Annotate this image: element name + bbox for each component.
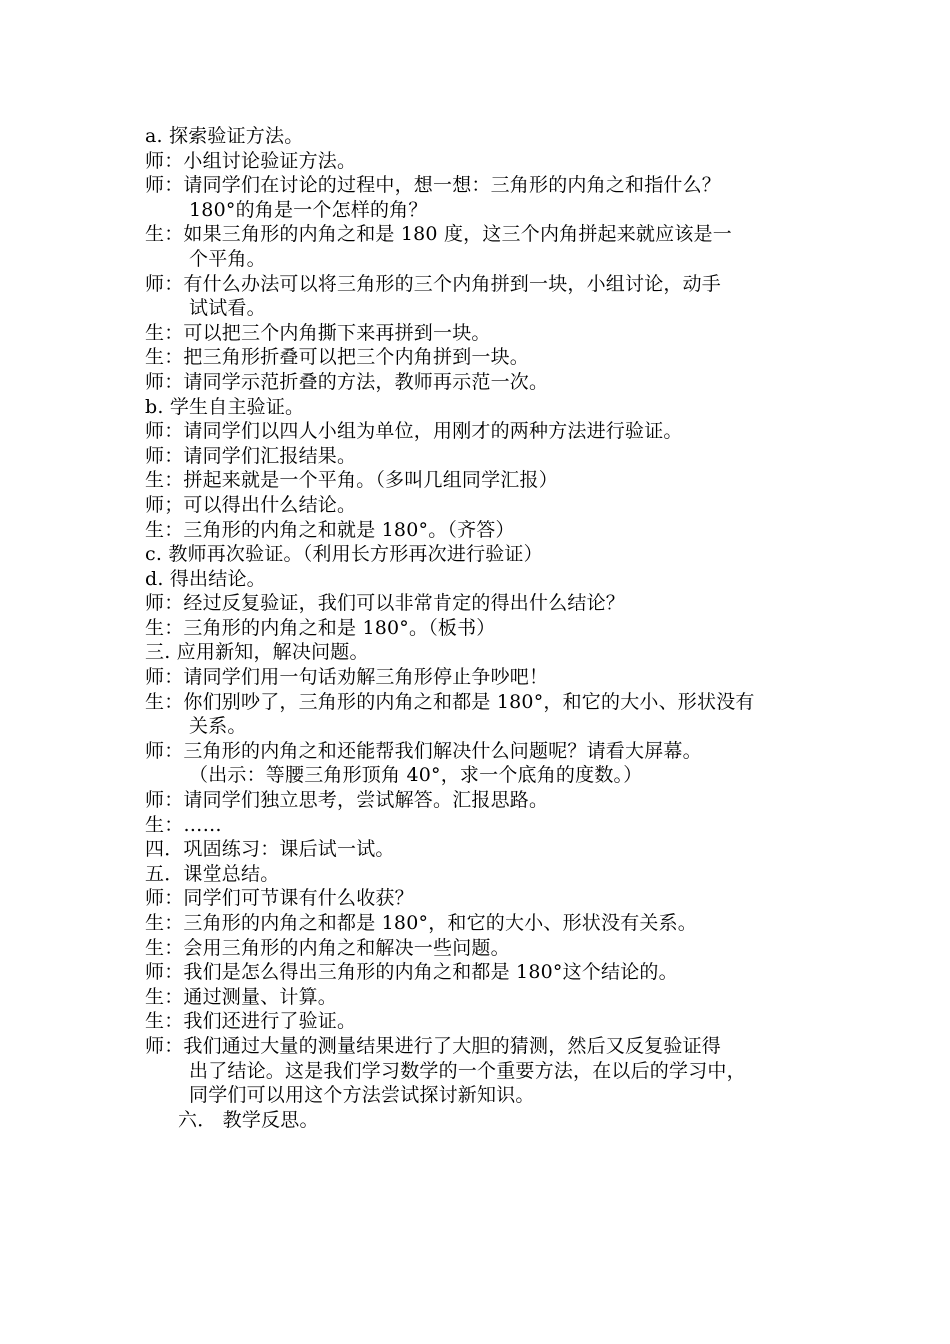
- text-line: 师：小组讨论验证方法。: [145, 149, 357, 172]
- text-line: 师：请同学们用一句话劝解三角形停止争吵吧！: [145, 666, 549, 689]
- text-line-continuation: 出了结论。这是我们学习数学的一个重要方法，在以后的学习中，: [189, 1059, 746, 1082]
- text-line-continuation: 个平角。: [189, 247, 266, 270]
- text-line: 师：有什么办法可以将三角形的三个内角拼到一块，小组讨论，动手: [145, 272, 722, 295]
- text-line-continuation: 同学们可以用这个方法尝试探讨新知识。: [189, 1084, 535, 1107]
- text-line: 生：三角形的内角之和是 180°。（板书）: [145, 616, 496, 639]
- section-heading-3: 三. 应用新知，解决问题。: [145, 641, 369, 664]
- text-line: 生：会用三角形的内角之和解决一些问题。: [145, 936, 510, 959]
- section-heading-4: 四．巩固练习：课后试一试。: [145, 838, 395, 861]
- text-line: 师：三角形的内角之和还能帮我们解决什么问题呢？请看大屏幕。: [145, 739, 702, 762]
- text-line: 生：把三角形折叠可以把三个内角拼到一块。: [145, 346, 530, 369]
- text-line: 师：请同学示范折叠的方法，教师再示范一次。: [145, 370, 549, 393]
- text-line: 生：三角形的内角之和都是 180°，和它的大小、形状没有关系。: [145, 912, 698, 934]
- text-line: 师：同学们可节课有什么收获？: [145, 887, 414, 910]
- text-line: 生：三角形的内角之和就是 180°。（齐答）: [145, 518, 515, 541]
- text-line: 师：请同学们在讨论的过程中，想一想：三角形的内角之和指什么？: [145, 174, 722, 197]
- section-heading-d: d. 得出结论。: [145, 567, 266, 590]
- text-line-continuation: 试试看。: [189, 297, 266, 320]
- text-line: 师：经过反复验证，我们可以非常肯定的得出什么结论？: [145, 592, 626, 615]
- text-line: 生：如果三角形的内角之和是 180 度，这三个内角拼起来就应该是一: [145, 223, 732, 246]
- section-heading-c: c. 教师再次验证。（利用长方形再次进行验证）: [145, 543, 543, 566]
- text-line: 生：……: [145, 813, 222, 836]
- section-heading-6: 六． 教学反思。: [178, 1108, 319, 1131]
- text-line: 师；可以得出什么结论。: [145, 493, 357, 516]
- text-line: 生：可以把三个内角撕下来再拼到一块。: [145, 321, 491, 344]
- text-line: 生：你们别吵了，三角形的内角之和都是 180°，和它的大小、形状没有: [145, 690, 755, 713]
- text-line: 师：请同学们以四人小组为单位，用刚才的两种方法进行验证。: [145, 420, 683, 443]
- text-line: 生：我们还进行了验证。: [145, 1010, 357, 1033]
- text-line: 师：我们通过大量的测量结果进行了大胆的猜测，然后又反复验证得: [145, 1034, 722, 1057]
- text-line: 师：请同学们独立思考，尝试解答。汇报思路。: [145, 789, 549, 812]
- text-line-continuation: 关系。: [189, 715, 247, 738]
- section-heading-b: b. 学生自主验证。: [145, 395, 305, 418]
- text-line-continuation: 180°的角是一个怎样的角？: [189, 198, 428, 221]
- section-heading-5: 五．课堂总结。: [145, 862, 280, 885]
- document-body: [145, 124, 825, 1132]
- text-line-continuation: （出示：等腰三角形顶角 40°，求一个底角的度数。）: [189, 764, 643, 787]
- text-line: 生：通过测量、计算。: [145, 985, 338, 1008]
- text-line: 生：拼起来就是一个平角。（多叫几组同学汇报）: [145, 469, 558, 492]
- text-line: 师：请同学们汇报结果。: [145, 444, 357, 467]
- text-line: 师：我们是怎么得出三角形的内角之和都是 180°这个结论的。: [145, 961, 678, 984]
- section-heading-a: a. 探索验证方法。: [145, 125, 304, 147]
